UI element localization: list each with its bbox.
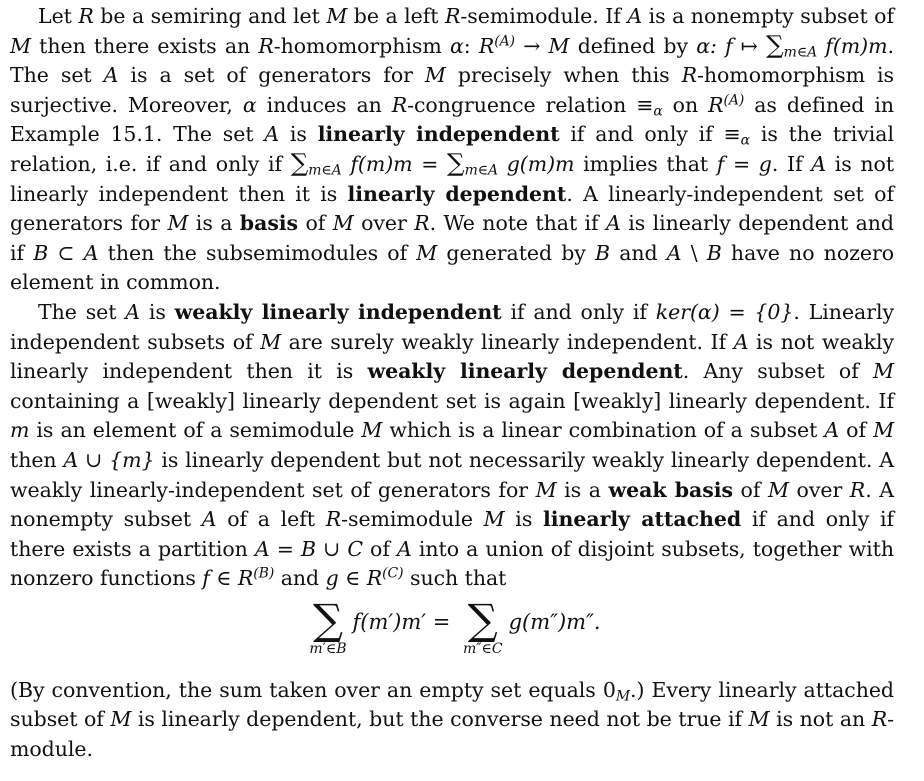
paragraph-weak-independence: The set A is weakly linearly independent if and only if ker(α) = {0}. Linearly independent subsets of M are surely weakly linearly independent. If A is not weakly linearly independent then it is weakly linearly dependent. Any subset of M containing a [weakly] linearly dependent set is again [weakly] linearly dependent. If m is an element of a semimodule M which is a linear combination of a subset A of M then A ∪ {m} is linearly dependent but not necessarily weakly linearly dependent. A weakly linearly-independent set of generators for M is a weak basis of M over R. A nonempty subset A of a left R-semimodule M is linearly attached if and only if there exists a partition A = B ∪ C of A into a union of disjoint subsets, together with nonzero functions f ∈ $R^{(B)}$ and g ∈ $R^{(C)}$ such that: [10, 299, 895, 591]
summation-left: ∑ m′∈B: [309, 594, 347, 657]
paragraph-definitions: Let R be a semiring and let M be a left R-semimodule. If A is a nonempty subset of M then there exists an R-homomorphism α: $R^{(A)} \to M$ defined by α: f ↦ $\sum_{m\in A}$ f(m)m. The set A is a set of generators for M precisely when this R-homomorphism is surjective. Moreover, α induces an R-congruence relation $\equiv_\alpha$ on $R^{(A)}$ as defined in Example 15.1. The set A is linearly independent if and only if $\equiv_\alpha$ is the trivial relation, i.e. if and only if $\sum_{m\in A}$ $f(m)m = \sum_{m\in A}$ g(m)m implies that f = g. If A is not linearly independent then it is linearly dependent. A linearly-independent set of generators for M is a basis of M over R. We note that if A is linearly dependent and if B ⊂ A then the subsemimodules of M generated by B and A \ B have no nozero element in common.: [10, 4, 895, 295]
summation-right: ∑ m″∈C: [462, 594, 503, 657]
equals-sign: =: [426, 609, 457, 634]
term-linearly-independent: linearly independent: [317, 122, 560, 147]
paragraph-convention: (By convention, the sum taken over an empty set equals $0_M$.) Every linearly attached subset of M is linearly dependent, but the converse need not be true if M is not an R-module.: [10, 677, 895, 762]
equation-term-right: g(m″)m″: [508, 609, 594, 634]
term-basis: basis: [239, 211, 299, 236]
term-linearly-dependent: linearly dependent: [347, 181, 567, 206]
term-weakly-linearly-dependent: weakly linearly dependent: [367, 359, 683, 384]
equation-period: .: [593, 609, 601, 634]
term-linearly-attached: linearly attached: [543, 507, 742, 532]
term-weak-basis: weak basis: [608, 477, 733, 502]
display-equation: [10, 594, 894, 670]
equation-term-left: f(m′)m′: [352, 609, 427, 634]
term-weakly-linearly-independent: weakly linearly independent: [174, 299, 502, 324]
